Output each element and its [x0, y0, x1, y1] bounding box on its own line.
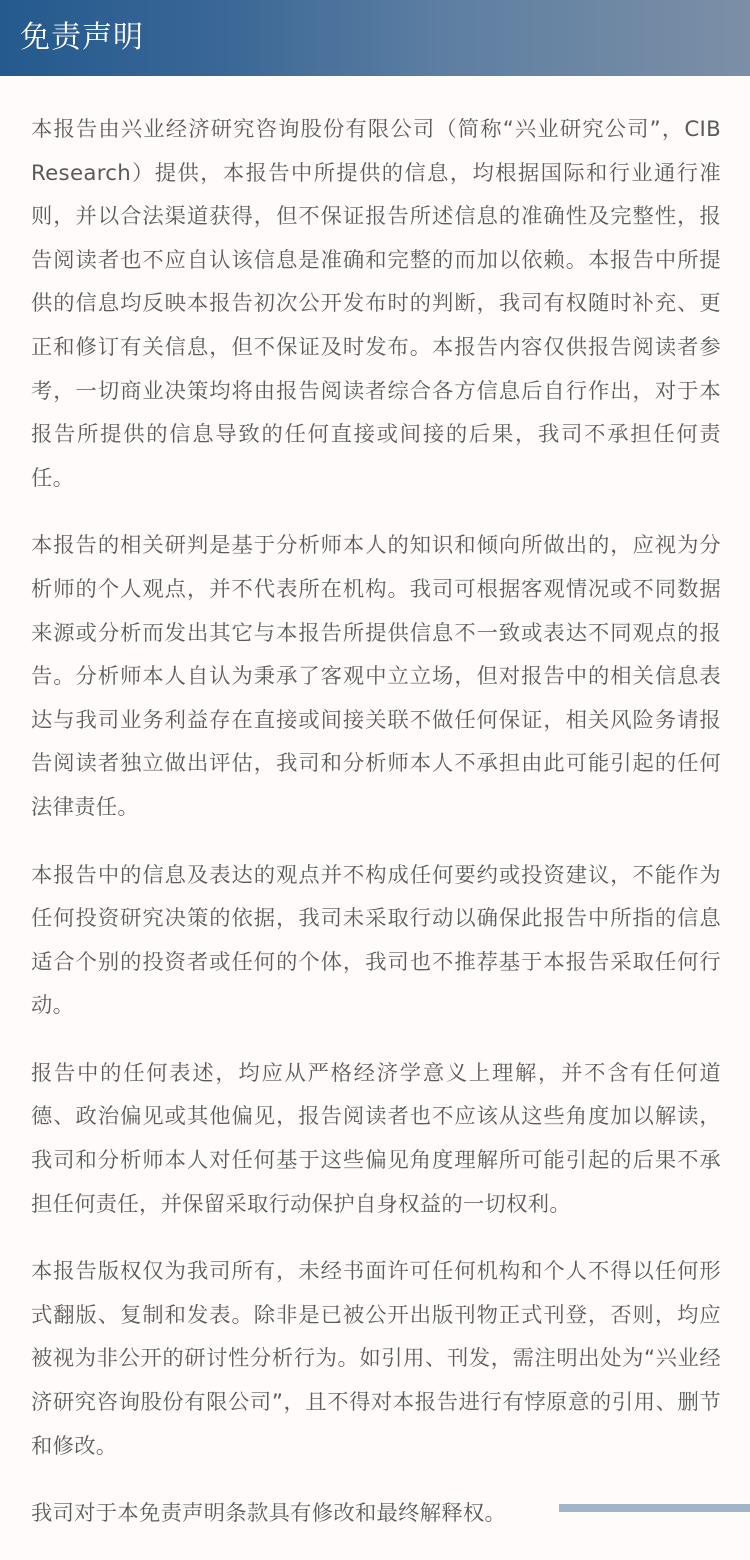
paragraph-copyright: 本报告版权仅为我司所有，未经书面许可任何机构和个人不得以任何形式翻版、复制和发表。除非是已被公开出版刊物正式刊登，否则，均应被视为非公开的研讨性分析行为。如引用、刊发，需注明出处为“兴业经济研究咨询股份有限公司”，且不得对本报告进行有悖原意的引用、删节和修改。: [31, 1259, 721, 1459]
paragraph-final-interpretation: 我司对于本免责声明条款具有修改和最终解释权。: [31, 1501, 507, 1527]
page-title: 免责声明: [20, 20, 144, 55]
paragraph-information-source: 本报告由兴业经济研究咨询股份有限公司（简称“兴业研究公司”，CIB Research）提供，本报告中所提供的信息，均根据国际和行业通行准则，并以合法渠道获得，但不保证报告所述信息的准确性及完整性，报告阅读者也不应自认该信息是准确和完整的而加以依赖。本报告中所提供的信息均反映本报告初次公开发布时的判断，我司有权随时补充、更正和修订有关信息，但不保证及时发布。本报告内容仅供报告阅读者参考，一切商业决策均将由报告阅读者综合各方信息后自行作出，对于本报告所提供的信息导致的任何直接或间接的后果，我司不承担任何责任。: [31, 117, 721, 491]
header-banner: [0, 0, 750, 76]
paragraph-analyst-opinion: 本报告的相关研判是基于分析师本人的知识和倾向所做出的，应视为分析师的个人观点，并不代表所在机构。我司可根据客观情况或不同数据来源或分析而发出其它与本报告所提供信息不一致或表达不同观点的报告。分析师本人自认为秉承了客观中立立场，但对报告中的相关信息表达与我司业务利益存在直接或间接关联不做任何保证，相关风险务请报告阅读者独立做出评估，我司和分析师本人不承担由此可能引起的任何法律责任。: [31, 533, 721, 820]
footer-decorative-bar: [559, 1504, 750, 1512]
paragraph-not-investment-advice: 本报告中的信息及表达的观点并不构成任何要约或投资建议，不能作为任何投资研究决策的依据，我司未采取行动以确保此报告中所指的信息适合个别的投资者或任何的个体，我司也不推荐基于本报告采取任何行动。: [31, 862, 721, 1019]
paragraph-economic-interpretation: 报告中的任何表述，均应从严格经济学意义上理解，并不含有任何道德、政治偏见或其他偏见，报告阅读者也不应该从这些角度加以解读，我司和分析师本人对任何基于这些偏见角度理解所可能引起的后果不承担任何责任，并保留采取行动保护自身权益的一切权利。: [31, 1060, 721, 1217]
disclaimer-body: [31, 108, 721, 1560]
